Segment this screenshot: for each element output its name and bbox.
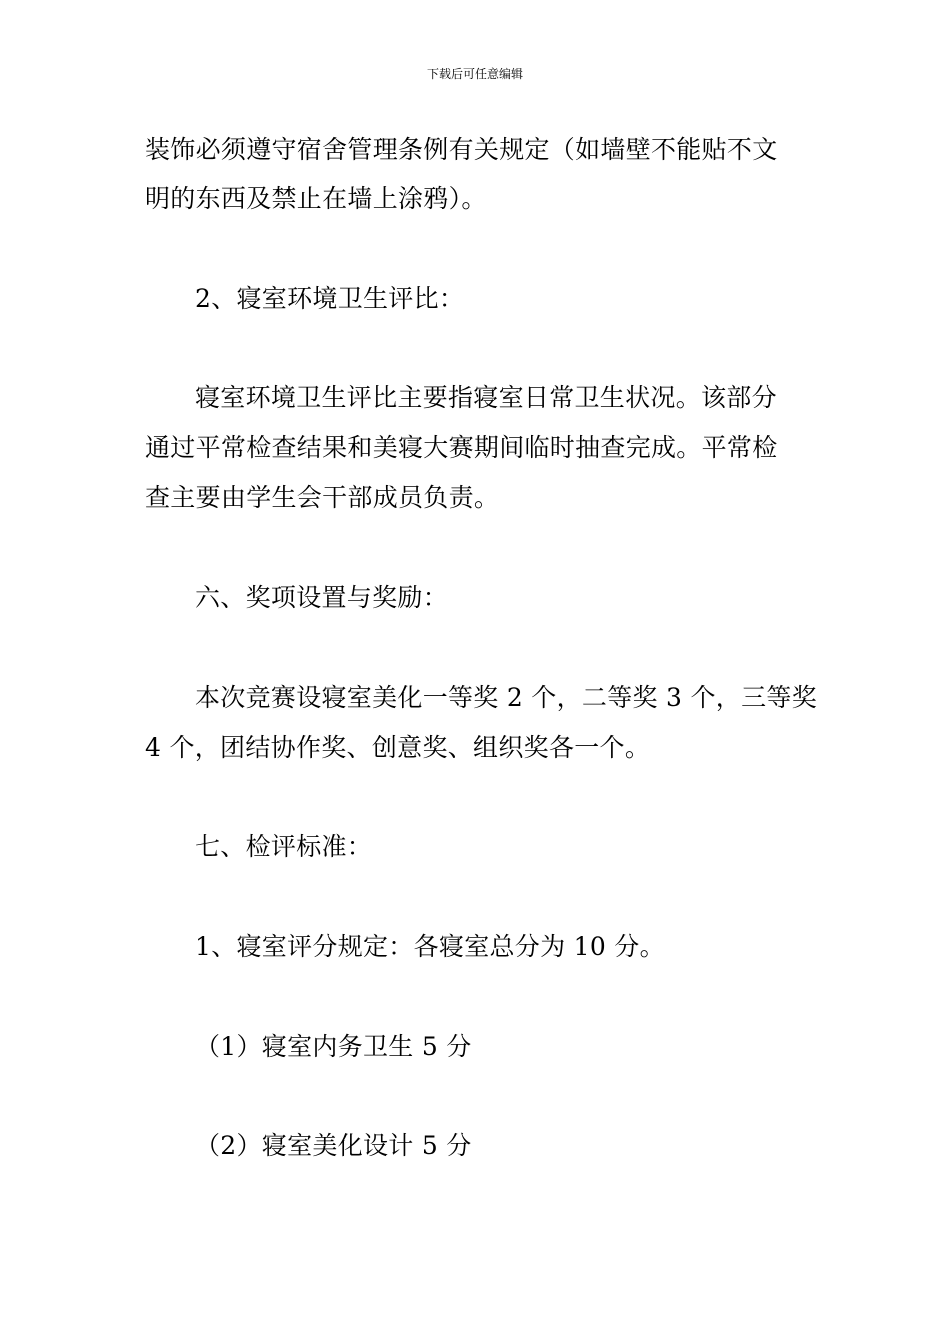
sub-list-item: （2）寝室美化设计 5 分: [195, 1131, 472, 1160]
paragraph-line: 4 个，团结协作奖、创意奖、组织奖各一个。: [145, 733, 651, 762]
section-heading: 2、寝室环境卫生评比：: [195, 284, 465, 313]
paragraph-line: 寝室环境卫生评比主要指寝室日常卫生状况。该部分: [195, 383, 777, 412]
paragraph-line: 装饰必须遵守宿舍管理条例有关规定（如墙壁不能贴不文: [145, 135, 778, 164]
paragraph-line: 通过平常检查结果和美寝大赛期间临时抽查完成。平常检: [145, 433, 778, 462]
sub-list-item: （1）寝室内务卫生 5 分: [195, 1032, 472, 1061]
page-header: 下载后可任意编辑: [426, 67, 523, 81]
section-heading: 七、检评标准：: [195, 832, 373, 861]
paragraph-line: 查主要由学生会干部成员负责。: [145, 483, 500, 512]
paragraph-line: 明的东西及禁止在墙上涂鸦）。: [145, 184, 487, 213]
paragraph-line: 本次竞赛设寝室美化一等奖 2 个，二等奖 3 个，三等奖: [195, 683, 818, 712]
section-heading: 六、奖项设置与奖励：: [195, 583, 449, 612]
list-item: 1、寝室评分规定：各寝室总分为 10 分。: [195, 932, 665, 961]
